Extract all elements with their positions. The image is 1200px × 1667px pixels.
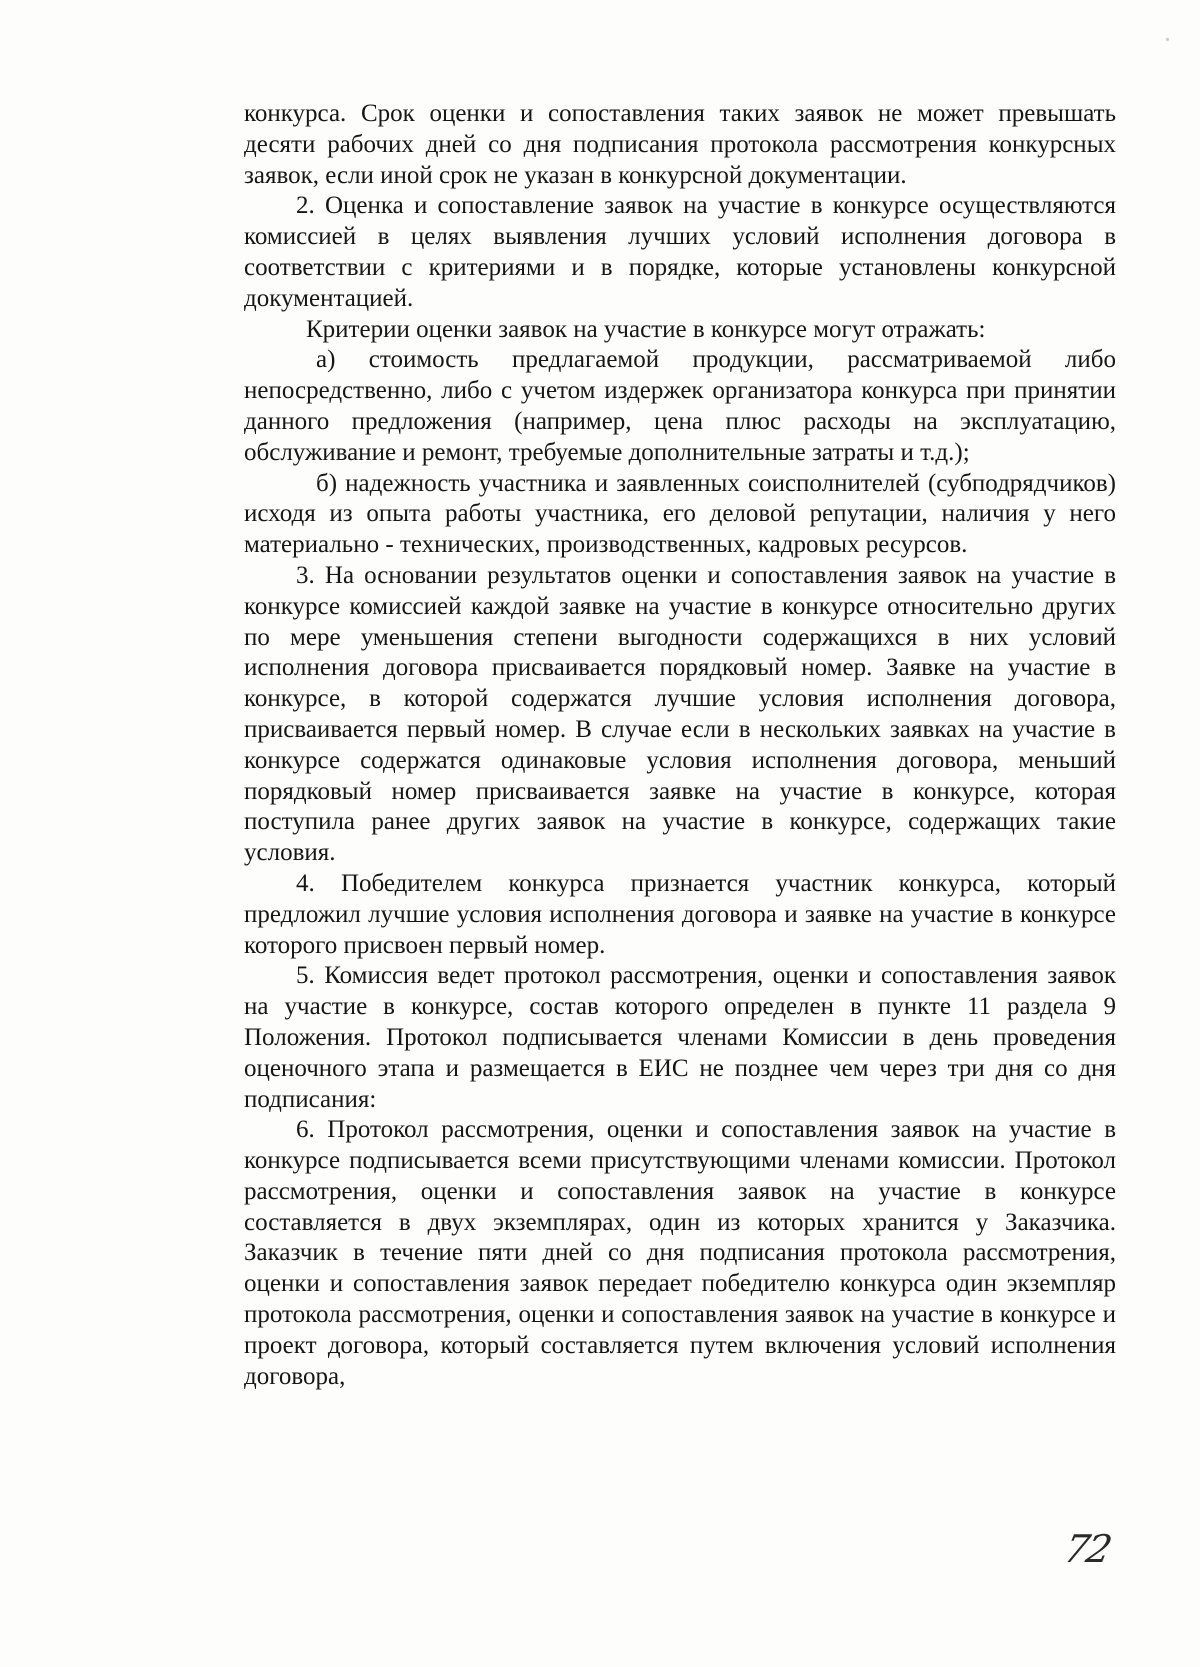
- paragraph-item-3: 3. На основании результатов оценки и сопоставления заявок на участие в конкурсе комиссией каждой заявке на участие в конкурсе относительно других по мере уменьшения степени выгодности содержащихся в них условий исполнения договора присваивается порядковый номер. Заявке на участие в конкурсе, в которой содержатся лучшие условия исполнения договора, присваивается первый номер. В случае если в нескольких заявках на участие в конкурсе содержатся одинаковые условия исполнения договора, меньший порядковый номер присваивается заявке на участие в конкурсе, которая поступила ранее других заявок на участие в конкурсе, содержащих такие условия.: [244, 561, 1116, 867]
- paragraph-criterion-a: а) стоимость предлагаемой продукции, рассматриваемой либо непосредственно, либо с учетом издержек организатора конкурса при принятии данного предложения (например, цена плюс расходы на эксплуатацию, обслуживание и ремонт, требуемые дополнительные затраты и т.д.);: [244, 346, 1116, 466]
- paragraph-item-4: 4. Победителем конкурса признается участник конкурса, который предложил лучшие условия исполнения договора и заявке на участие в конкурсе которого присвоен первый номер.: [244, 869, 1116, 959]
- handwritten-page-number: 72: [1060, 1527, 1115, 1571]
- paragraph-criterion-b: б) надежность участника и заявленных соисполнителей (субподрядчиков) исходя из опыта работы участника, его деловой репутации, наличия у него материально - технических, производственных, кадровых ресурсов.: [244, 469, 1116, 559]
- paragraph-continuation: конкурса. Срок оценки и сопоставления таких заявок не может превышать десяти рабочих дней со дня подписания протокола рассмотрения конкурсных заявок, если иной срок не указан в конкурсной документации.: [244, 100, 1116, 189]
- scan-speck: [1166, 38, 1169, 41]
- paragraph-item-2: 2. Оценка и сопоставление заявок на участие в конкурсе осуществляются комиссией в целях выявления лучших условий исполнения договора в соответствии с критериями и в порядке, которые установлены конкурсной документацией.: [244, 192, 1116, 312]
- paragraph-criteria-intro: Критерии оценки заявок на участие в конкурсе могут отражать:: [306, 315, 986, 343]
- paragraph-item-6: 6. Протокол рассмотрения, оценки и сопоставления заявок на участие в конкурсе подписывается всеми присутствующими членами комиссии. Протокол рассмотрения, оценки и сопоставления заявок на участие в конкурсе составляется в двух экземплярах, один из которых хранится у Заказчика. Заказчик в течение пяти дней со дня подписания протокола рассмотрения, оценки и сопоставления заявок передает победителю конкурса один экземпляр протокола рассмотрения, оценки и сопоставления заявок на участие в конкурсе и проект договора, который составляется путем включения условий исполнения договора,: [244, 1116, 1116, 1390]
- document-body: [244, 99, 1116, 1392]
- paragraph-item-5: 5. Комиссия ведет протокол рассмотрения, оценки и сопоставления заявок на участие в конкурсе, состав которого определен в пункте 11 раздела 9 Положения. Протокол подписывается членами Комиссии в день проведения оценочного этапа и размещается в ЕИС не позднее чем через три дня со дня подписания:: [244, 962, 1116, 1113]
